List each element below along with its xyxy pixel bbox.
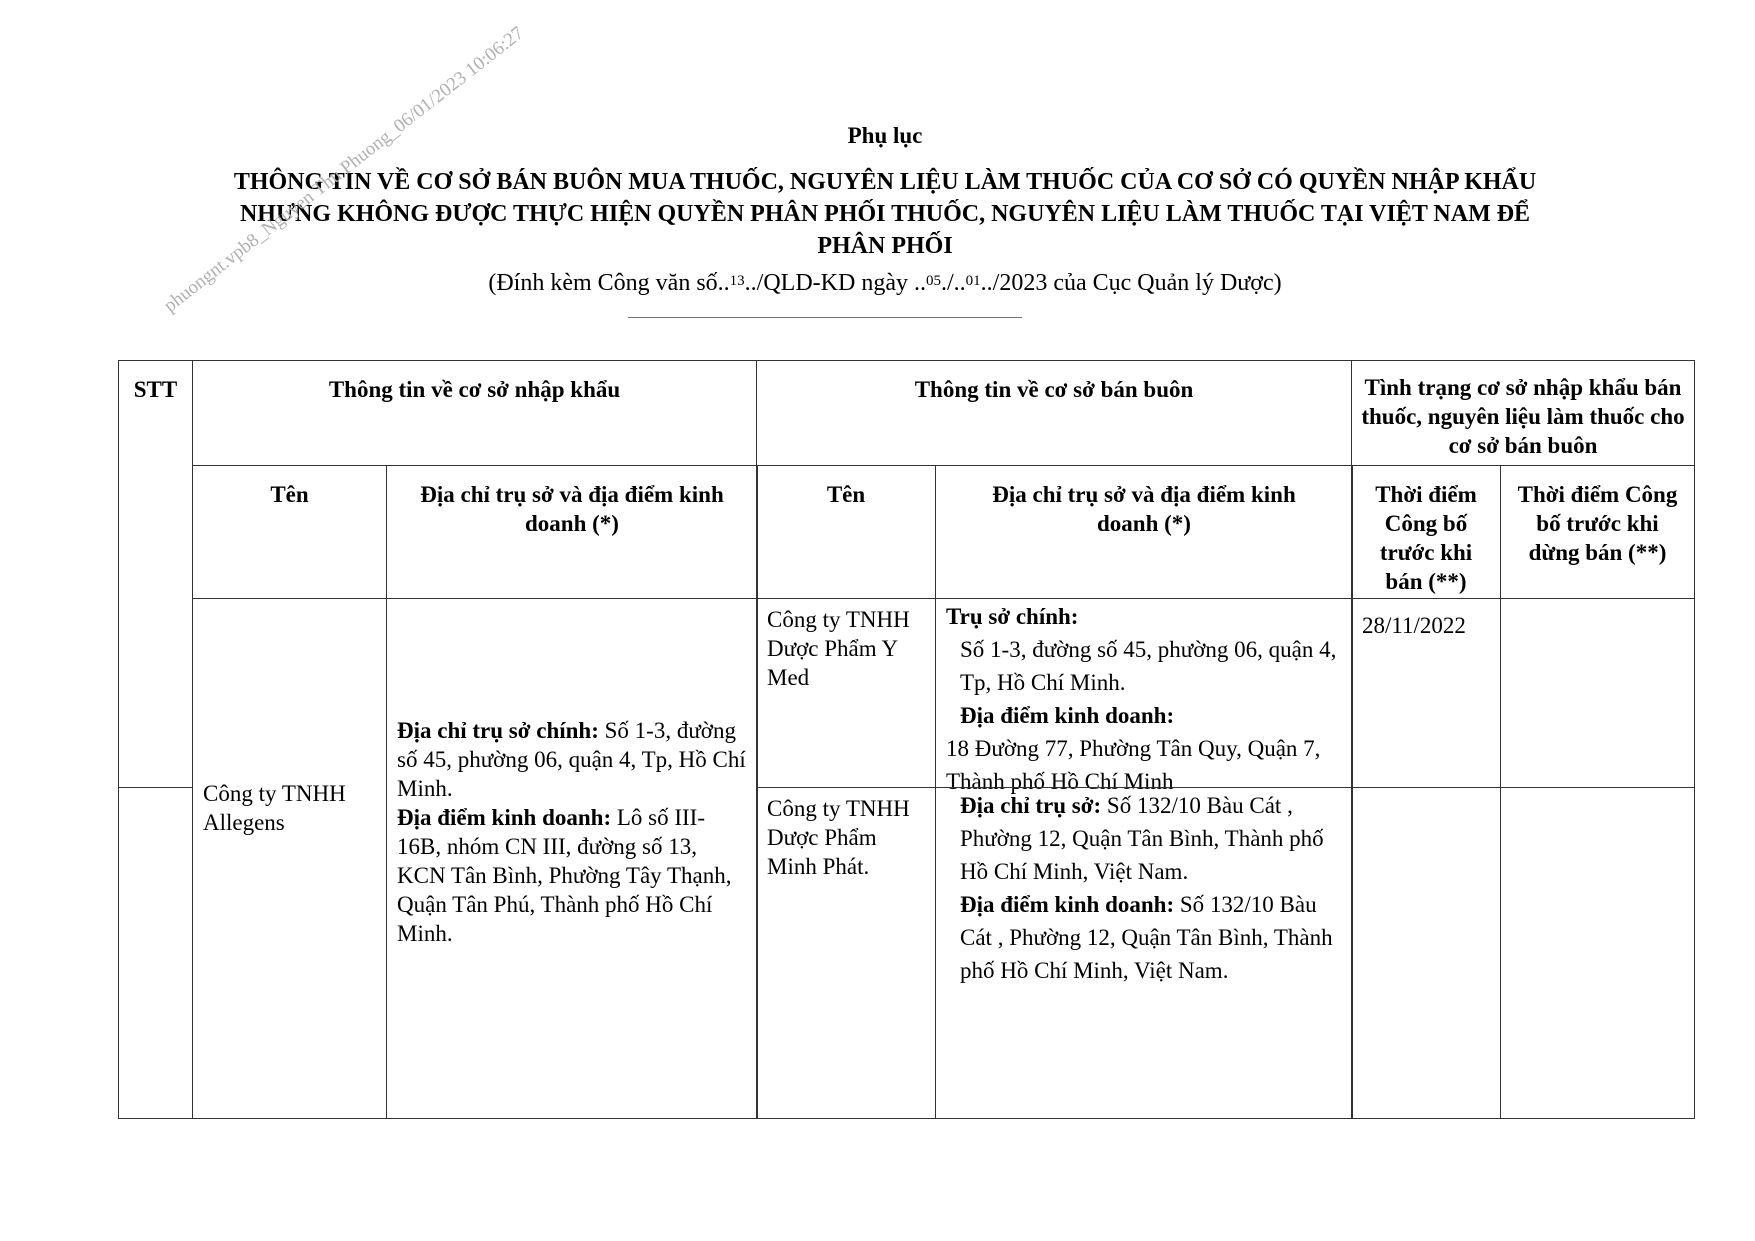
header-wholesaler-address: Địa chỉ trụ sở và địa điểm kinh doanh (*): [935, 465, 1353, 599]
header-wholesaler-group: Thông tin về cơ sở bán buôn: [756, 360, 1352, 466]
title-line-2: NHƯNG KHÔNG ĐƯỢC THỰC HIỆN QUYỀN PHÂN PHỐI THUỐC, NGUYÊN LIỆU LÀM THUỐC TẠI VIỆT NAM ĐỂ: [239, 201, 1531, 227]
wholesaler-2-time-stop: [1500, 787, 1695, 1119]
doc-number: 13: [729, 273, 745, 289]
digital-signature-watermark: phuongnt.vpb8_Nguyen Thu Phuong_06/01/2023 10:06:27: [160, 22, 528, 317]
wholesaler-1-address: Trụ sở chính: Số 1-3, đường số 45, phường 06, quận 4, Tp, Hồ Chí Minh. Địa điểm kinh doanh: 18 Đường 77, Phường Tân Quy, Quận 7, Thành phố Hồ Chí Minh: [935, 598, 1353, 788]
wholesaler-1-name: Công ty TNHH Dược Phẩm Y Med: [756, 598, 936, 788]
title-line-3: PHÂN PHỐI: [817, 233, 953, 259]
header-wholesaler-name: Tên: [756, 465, 936, 599]
stt-header-mask: [119, 464, 191, 599]
wholesaler-2-name: Công ty TNHH Dược Phẩm Minh Phát.: [756, 787, 936, 1119]
wholesaler-1-time-stop: [1500, 598, 1695, 788]
document-subtitle: (Đính kèm Công văn số..$^{13}$../QLD-KD ngày ..$^{05}$./..$^{01}$../2023 của Cục Quản lý Dược): [488, 270, 1282, 296]
importer-name: Công ty TNHH Allegens: [203, 781, 346, 835]
stt-row-divider: [118, 787, 193, 788]
importer-name-cell: [192, 598, 387, 1119]
header-time-stop: Thời điểm Công bố trước khi dừng bán (**): [1500, 465, 1695, 599]
header-stt: STT: [118, 360, 193, 1119]
document-title: [120, 166, 1650, 262]
title-line-1: THÔNG TIN VỀ CƠ SỞ BÁN BUÔN MUA THUỐC, NGUYÊN LIỆU LÀM THUỐC CỦA CƠ SỞ CÓ QUYỀN NHẬP KHẨU: [233, 169, 1537, 195]
header-importer-name: Tên: [192, 465, 387, 599]
header-importer-address: Địa chỉ trụ sở và địa điểm kinh doanh (*): [386, 465, 758, 599]
wholesaler-2-time-sell: [1351, 787, 1501, 1119]
wholesaler-2-address: Địa chỉ trụ sở: Số 132/10 Bàu Cát , Phường 12, Quận Tân Bình, Thành phố Hồ Chí Minh, Việt Nam. Địa điểm kinh doanh: Số 132/10 Bàu Cát , Phường 12, Quận Tân Bình, Thành phố Hồ Chí Minh, Việt Nam.: [935, 787, 1353, 1119]
doc-day: 05: [925, 273, 941, 289]
appendix-heading: Phụ lục: [847, 123, 923, 148]
doc-month: 01: [965, 273, 981, 289]
subtitle-underline: [628, 317, 1022, 318]
header-time-sell: Thời điểm Công bố trước khi bán (**): [1351, 465, 1501, 599]
header-importer-group: Thông tin về cơ sở nhập khẩu: [192, 360, 757, 466]
wholesaler-1-time-sell: 28/11/2022: [1351, 598, 1501, 788]
importer-address-cell: Địa chỉ trụ sở chính: Số 1-3, đường số 45, phường 06, quận 4, Tp, Hồ Chí Minh. Địa điểm kinh doanh: Lô số III-16B, nhóm CN III, đường số 13, KCN Tân Bình, Phường Tây Thạnh, Quận Tân Phú, Thành phố Hồ Chí Minh.: [386, 598, 758, 1119]
header-status-group: Tình trạng cơ sở nhập khẩu bán thuốc, nguyên liệu làm thuốc cho cơ sở bán buôn: [1351, 360, 1695, 466]
